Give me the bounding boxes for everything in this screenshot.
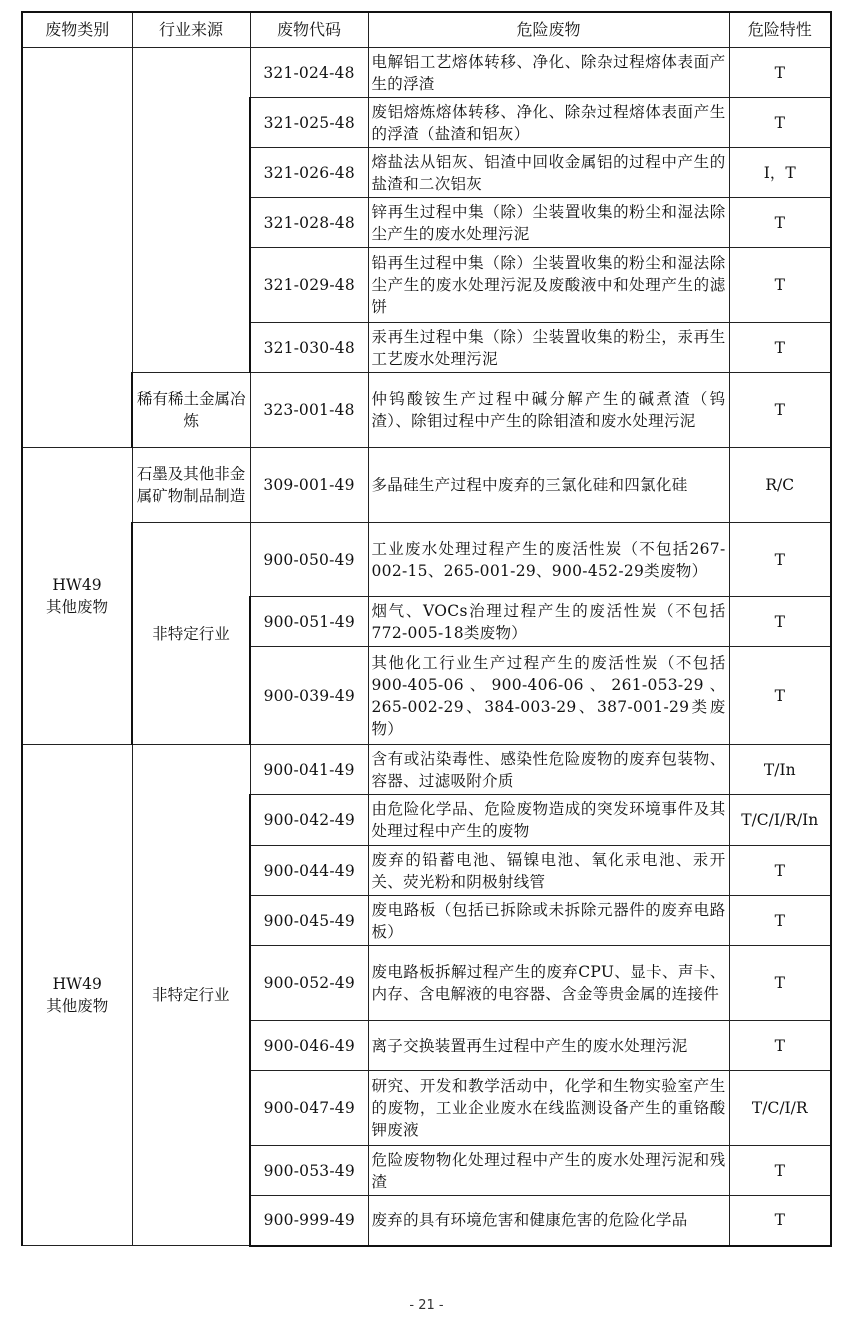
header-hazardous-waste: 危险废物 <box>368 12 729 48</box>
industry-source: 非特定行业 <box>132 523 250 745</box>
waste-code: 900-042-49 <box>250 795 368 846</box>
header-hazard-property: 危险特性 <box>729 12 831 48</box>
category-code: HW49 <box>52 576 102 594</box>
hazard-property: T <box>729 896 831 946</box>
waste-code: 900-046-49 <box>250 1021 368 1071</box>
hazard-property: T <box>729 323 831 373</box>
waste-description: 烟气、VOCs治理过程产生的废活性炭（不包括772-005-18类废物） <box>368 597 729 647</box>
waste-description: 锌再生过程中集（除）尘装置收集的粉尘和湿法除尘产生的废水处理污泥 <box>368 198 729 248</box>
header-industry-source: 行业来源 <box>132 12 250 48</box>
waste-description: 离子交换装置再生过程中产生的废水处理污泥 <box>368 1021 729 1071</box>
waste-description: 废弃的具有环境危害和健康危害的危险化学品 <box>368 1196 729 1246</box>
waste-description: 研究、开发和教学活动中，化学和生物实验室产生的废物，工业企业废水在线监测设备产生的重铬酸钾废液 <box>368 1071 729 1146</box>
industry-source: 稀有稀土金属冶炼 <box>132 373 250 448</box>
waste-code: 321-029-48 <box>250 248 368 323</box>
waste-description: 废弃的铅蓄电池、镉镍电池、氧化汞电池、汞开关、荧光粉和阴极射线管 <box>368 846 729 896</box>
hazard-property: T <box>729 1146 831 1196</box>
category-cell-empty <box>22 48 132 448</box>
category-code: HW49 <box>52 975 102 993</box>
waste-code: 309-001-49 <box>250 448 368 523</box>
hazard-property: T <box>729 946 831 1021</box>
industry-source: 非特定行业 <box>132 745 250 1246</box>
waste-category <box>22 448 132 745</box>
waste-description: 铅再生过程中集（除）尘装置收集的粉尘和湿法除尘产生的废水处理污泥及废酸液中和处理产生的滤饼 <box>368 248 729 323</box>
table-header-row <box>22 12 831 48</box>
waste-description: 熔盐法从铝灰、铝渣中回收金属铝的过程中产生的盐渣和二次铝灰 <box>368 148 729 198</box>
category-label: 其他废物 <box>46 997 109 1015</box>
waste-code: 900-052-49 <box>250 946 368 1021</box>
waste-code: 900-999-49 <box>250 1196 368 1246</box>
waste-code: 900-041-49 <box>250 745 368 795</box>
waste-description: 其他化工行业生产过程产生的废活性炭（不包括900-405-06、900-406-06、261-053-29、265-002-29、384-003-29、387-001-29类废物） <box>368 647 729 745</box>
header-waste-code: 废物代码 <box>250 12 368 48</box>
waste-description: 电解铝工艺熔体转移、净化、除杂过程熔体表面产生的浮渣 <box>368 48 729 98</box>
table-row <box>22 448 831 523</box>
waste-code: 321-024-48 <box>250 48 368 98</box>
page-number: - 21 - <box>409 1298 444 1313</box>
waste-description: 工业废水处理过程产生的废活性炭（不包括267-002-15、265-001-29、900-452-29类废物） <box>368 523 729 597</box>
waste-description: 废铝熔炼熔体转移、净化、除杂过程熔体表面产生的浮渣（盐渣和铝灰） <box>368 98 729 148</box>
hazard-property: T <box>729 373 831 448</box>
industry-source: 石墨及其他非金属矿物制品制造 <box>132 448 250 523</box>
category-label: 其他废物 <box>45 598 108 616</box>
waste-category <box>22 745 132 1246</box>
hazard-property: T/C/I/R/In <box>729 795 831 846</box>
hazardous-waste-table <box>21 11 832 1247</box>
waste-code: 900-045-49 <box>250 896 368 946</box>
hazard-property: T/C/I/R <box>729 1071 831 1146</box>
table-row <box>22 373 831 448</box>
hazard-property: T <box>729 98 831 148</box>
waste-description: 由危险化学品、危险废物造成的突发环境事件及其处理过程中产生的废物 <box>368 795 729 846</box>
waste-description: 多晶硅生产过程中废弃的三氯化硅和四氯化硅 <box>368 448 729 523</box>
waste-code: 321-028-48 <box>250 198 368 248</box>
hazard-property: T/In <box>729 745 831 795</box>
waste-code: 900-050-49 <box>250 523 368 597</box>
waste-code: 900-051-49 <box>250 597 368 647</box>
waste-description: 含有或沾染毒性、感染性危险废物的废弃包装物、容器、过滤吸附介质 <box>368 745 729 795</box>
waste-code: 321-026-48 <box>250 148 368 198</box>
waste-code: 900-047-49 <box>250 1071 368 1146</box>
hazard-property: T <box>729 48 831 98</box>
hazard-property: T <box>729 198 831 248</box>
waste-description: 危险废物物化处理过程中产生的废水处理污泥和残渣 <box>368 1146 729 1196</box>
hazard-property: T <box>729 248 831 323</box>
hazard-property: T <box>729 1021 831 1071</box>
industry-cell-empty <box>132 48 250 373</box>
waste-code: 900-039-49 <box>250 647 368 745</box>
hazard-property: R/C <box>729 448 831 523</box>
hazard-property: I，T <box>729 148 831 198</box>
table-row <box>22 523 831 597</box>
waste-code: 321-030-48 <box>250 323 368 373</box>
waste-code: 900-053-49 <box>250 1146 368 1196</box>
waste-code: 321-025-48 <box>250 98 368 148</box>
waste-description: 汞再生过程中集（除）尘装置收集的粉尘，汞再生工艺废水处理污泥 <box>368 323 729 373</box>
table-row <box>22 745 831 795</box>
waste-description: 仲钨酸铵生产过程中碱分解产生的碱煮渣（钨渣）、除钼过程中产生的除钼渣和废水处理污泥 <box>368 373 729 448</box>
waste-description: 废电路板拆解过程产生的废弃CPU、显卡、声卡、内存、含电解液的电容器、含金等贵金属的连接件 <box>368 946 729 1021</box>
hazard-property: T <box>729 1196 831 1246</box>
header-waste-category: 废物类别 <box>22 12 132 48</box>
hazard-property: T <box>729 523 831 597</box>
waste-description: 废电路板（包括已拆除或未拆除元器件的废弃电路板） <box>368 896 729 946</box>
hazard-property: T <box>729 647 831 745</box>
table-row <box>22 48 831 98</box>
waste-code: 900-044-49 <box>250 846 368 896</box>
hazard-property: T <box>729 597 831 647</box>
waste-code: 323-001-48 <box>250 373 368 448</box>
hazard-property: T <box>729 846 831 896</box>
